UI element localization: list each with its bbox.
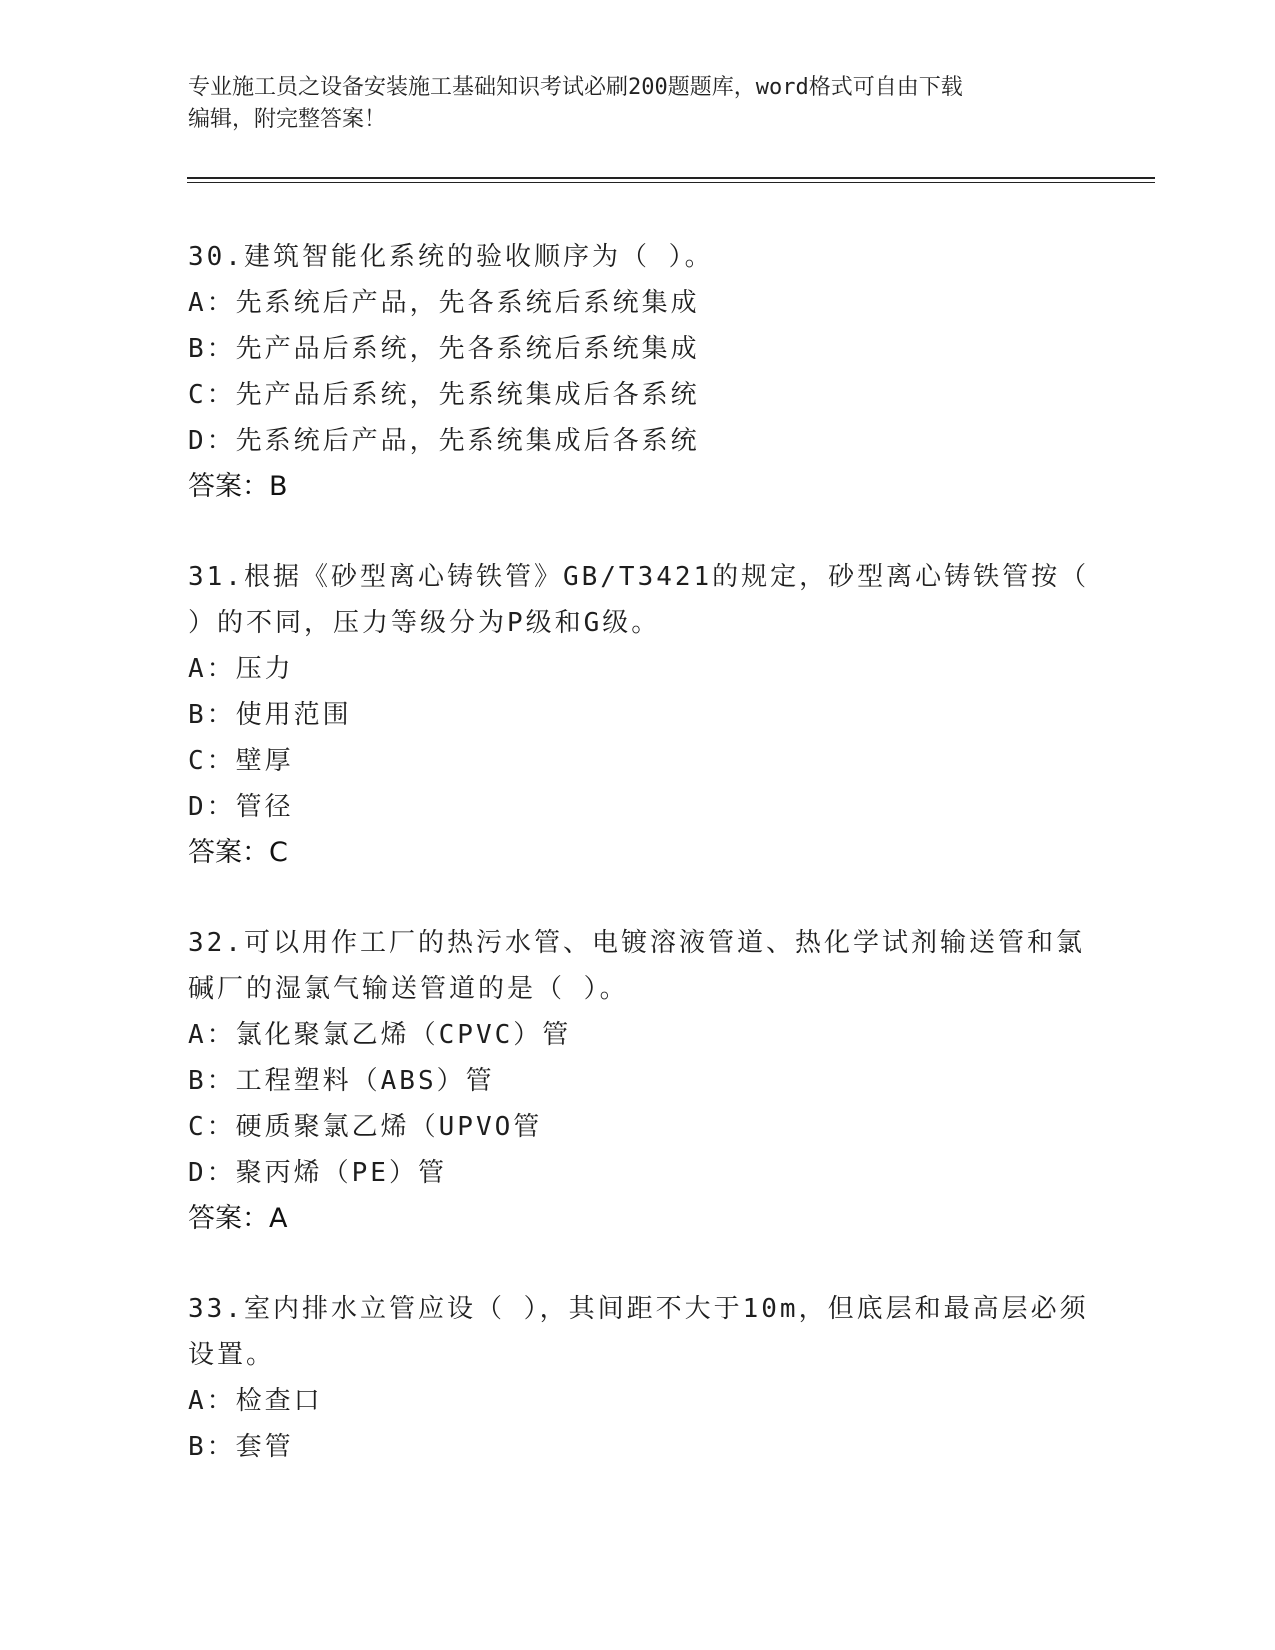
option-d: D：聚丙烯（PE）管 <box>188 1158 447 1188</box>
question-stem-continued: ）的不同，压力等级分为P级和G级。 <box>188 608 661 638</box>
question-stem: 30.建筑智能化系统的验收顺序为（ ）。 <box>188 242 714 272</box>
answer: 答案：A <box>188 1203 288 1234</box>
option-b: B：工程塑料（ABS）管 <box>188 1066 495 1096</box>
option-a: A：检查口 <box>188 1386 323 1416</box>
option-d: D：先系统后产品，先系统集成后各系统 <box>188 426 700 456</box>
option-c: C：壁厚 <box>188 746 294 776</box>
header-line-1: 专业施工员之设备安装施工基础知识考试必刷200题题库，word格式可自由下载 <box>188 75 963 100</box>
option-d: D：管径 <box>188 792 294 822</box>
header-divider-thick <box>187 177 1155 179</box>
question-31 <box>188 554 1138 876</box>
option-b: B：先产品后系统，先各系统后系统集成 <box>188 334 700 364</box>
option-c: C：先产品后系统，先系统集成后各系统 <box>188 380 700 410</box>
question-stem-continued: 设置。 <box>188 1340 276 1370</box>
question-33 <box>188 1286 1138 1470</box>
question-32 <box>188 920 1138 1242</box>
document-header <box>188 72 1088 136</box>
question-30 <box>188 234 1138 510</box>
answer: 答案：C <box>188 837 288 868</box>
question-stem: 32.可以用作工厂的热污水管、电镀溶液管道、热化学试剂输送管和氯 <box>188 928 1085 958</box>
option-b: B：使用范围 <box>188 700 352 730</box>
answer: 答案：B <box>188 471 288 502</box>
question-stem: 31.根据《砂型离心铸铁管》GB/T3421的规定，砂型离心铸铁管按（ <box>188 562 1090 592</box>
question-stem: 33.室内排水立管应设（ ），其间距不大于10m，但底层和最高层必须 <box>188 1294 1089 1324</box>
option-a: A：压力 <box>188 654 294 684</box>
option-c: C：硬质聚氯乙烯（UPVO管 <box>188 1112 543 1142</box>
option-a: A：先系统后产品，先各系统后系统集成 <box>188 288 700 318</box>
header-divider-thin <box>187 182 1155 183</box>
question-stem-continued: 碱厂的湿氯气输送管道的是（ ）。 <box>188 974 629 1004</box>
header-line-2: 编辑，附完整答案！ <box>188 107 387 132</box>
option-a: A：氯化聚氯乙烯（CPVC）管 <box>188 1020 572 1050</box>
option-b: B：套管 <box>188 1432 294 1462</box>
